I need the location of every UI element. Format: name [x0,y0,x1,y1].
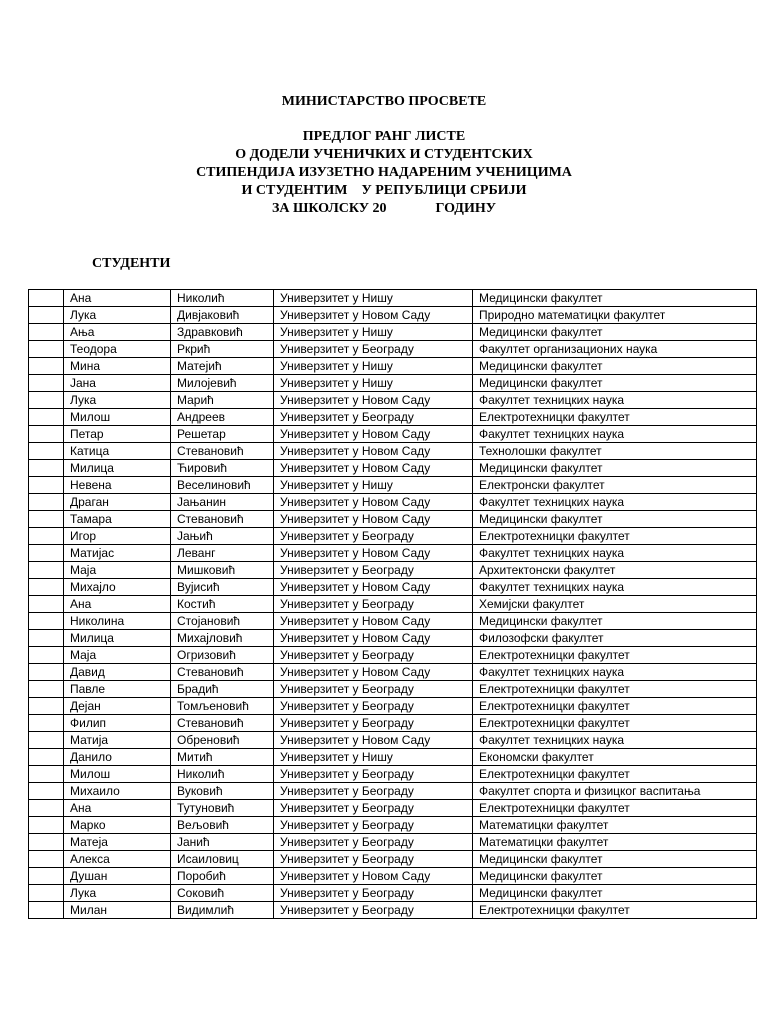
last-name-cell: Веселиновић [171,477,274,494]
last-name-cell: Милојевић [171,375,274,392]
table-row [29,545,757,562]
table-row [29,630,757,647]
last-name-cell: Ркрић [171,341,274,358]
row-number-cell [29,375,64,392]
faculty-cell: Медицински факултет [473,851,757,868]
row-number-cell [29,562,64,579]
table-row [29,885,757,902]
first-name-cell: Матија [64,732,171,749]
row-number-cell [29,528,64,545]
first-name-cell: Теодора [64,341,171,358]
faculty-cell: Електротехницки факултет [473,715,757,732]
ministry-title: МИНИСТАРСТВО ПРОСВЕТЕ [281,94,487,109]
row-number-cell [29,783,64,800]
faculty-cell: Природно математицки факултет [473,307,757,324]
first-name-cell: Марко [64,817,171,834]
university-cell: Универзитет у Новом Саду [274,732,473,749]
university-cell: Универзитет у Београду [274,341,473,358]
last-name-cell: Николић [171,766,274,783]
row-number-cell [29,409,64,426]
table-row [29,596,757,613]
faculty-cell: Медицински факултет [473,324,757,341]
first-name-cell: Матеја [64,834,171,851]
table-row [29,817,757,834]
first-name-cell: Јана [64,375,171,392]
row-number-cell [29,613,64,630]
first-name-cell: Алекса [64,851,171,868]
first-name-cell: Милица [64,630,171,647]
table-row [29,460,757,477]
row-number-cell [29,307,64,324]
table-row [29,613,757,630]
last-name-cell: Стевановић [171,443,274,460]
first-name-cell: Драган [64,494,171,511]
table-row [29,851,757,868]
faculty-cell: Електротехницки факултет [473,698,757,715]
row-number-cell [29,664,64,681]
university-cell: Универзитет у Београду [274,698,473,715]
faculty-cell: Факултет техницких наука [473,732,757,749]
section-title-students: СТУДЕНТИ [92,256,171,271]
row-number-cell [29,545,64,562]
last-name-cell: Стевановић [171,715,274,732]
university-cell: Универзитет у Новом Саду [274,511,473,528]
university-cell: Универзитет у Београду [274,783,473,800]
university-cell: Универзитет у Београду [274,800,473,817]
university-cell: Универзитет у Нишу [274,358,473,375]
row-number-cell [29,766,64,783]
faculty-cell: Медицински факултет [473,613,757,630]
title-line: ПРЕДЛОГ РАНГ ЛИСТЕ [302,129,466,144]
row-number-cell [29,902,64,919]
last-name-cell: Брадић [171,681,274,698]
faculty-cell: Електротехницки факултет [473,409,757,426]
faculty-cell: Технолошки факултет [473,443,757,460]
faculty-cell: Факултет техницких наука [473,426,757,443]
university-cell: Универзитет у Новом Саду [274,392,473,409]
first-name-cell: Милица [64,460,171,477]
university-cell: Универзитет у Нишу [274,324,473,341]
table-row [29,341,757,358]
table-row [29,868,757,885]
row-number-cell [29,460,64,477]
last-name-cell: Обреновић [171,732,274,749]
first-name-cell: Данило [64,749,171,766]
row-number-cell [29,511,64,528]
faculty-cell: Факултет техницких наука [473,579,757,596]
row-number-cell [29,290,64,307]
last-name-cell: Исаиловиц [171,851,274,868]
last-name-cell: Јањанин [171,494,274,511]
university-cell: Универзитет у Нишу [274,290,473,307]
last-name-cell: Видимлић [171,902,274,919]
first-name-cell: Маја [64,647,171,664]
last-name-cell: Здравковић [171,324,274,341]
last-name-cell: Стојановић [171,613,274,630]
title-line: ЗА ШКОЛСКУ 20 ГОДИНУ [272,201,496,216]
first-name-cell: Ана [64,800,171,817]
last-name-cell: Андреев [171,409,274,426]
university-cell: Универзитет у Београду [274,647,473,664]
university-cell: Универзитет у Београду [274,902,473,919]
faculty-cell: Медицински факултет [473,511,757,528]
row-number-cell [29,477,64,494]
first-name-cell: Ана [64,596,171,613]
faculty-cell: Архитектонски факултет [473,562,757,579]
table-row [29,426,757,443]
first-name-cell: Мина [64,358,171,375]
first-name-cell: Петар [64,426,171,443]
last-name-cell: Ћировић [171,460,274,477]
title-line: СТИПЕНДИЈА ИЗУЗЕТНО НАДАРЕНИМ УЧЕНИЦИМА [196,165,572,180]
faculty-cell: Факултет техницких наука [473,664,757,681]
title-line: И СТУДЕНТИМ У РЕПУБЛИЦИ СРБИЈИ [241,183,527,198]
first-name-cell: Милош [64,766,171,783]
table-row [29,562,757,579]
faculty-cell: Електротехницки факултет [473,800,757,817]
faculty-cell: Електротехницки факултет [473,681,757,698]
faculty-cell: Медицински факултет [473,460,757,477]
university-cell: Универзитет у Београду [274,681,473,698]
table-row [29,647,757,664]
row-number-cell [29,630,64,647]
university-cell: Универзитет у Београду [274,885,473,902]
table-row [29,902,757,919]
row-number-cell [29,358,64,375]
row-number-cell [29,868,64,885]
table-row [29,715,757,732]
row-number-cell [29,681,64,698]
table-row [29,511,757,528]
table-row [29,477,757,494]
row-number-cell [29,817,64,834]
row-number-cell [29,800,64,817]
last-name-cell: Дивјаковић [171,307,274,324]
table-row [29,681,757,698]
first-name-cell: Матијас [64,545,171,562]
first-name-cell: Ања [64,324,171,341]
first-name-cell: Лука [64,885,171,902]
university-cell: Универзитет у Новом Саду [274,613,473,630]
document-title [0,128,768,218]
faculty-cell: Математицки факултет [473,834,757,851]
last-name-cell: Јањић [171,528,274,545]
table-row [29,528,757,545]
faculty-cell: Медицински факултет [473,290,757,307]
faculty-cell: Медицински факултет [473,358,757,375]
faculty-cell: Факултет спорта и физицког васпитања [473,783,757,800]
last-name-cell: Костић [171,596,274,613]
first-name-cell: Милан [64,902,171,919]
university-cell: Универзитет у Београду [274,851,473,868]
row-number-cell [29,324,64,341]
university-cell: Универзитет у Новом Саду [274,460,473,477]
table-row [29,579,757,596]
table-row [29,409,757,426]
faculty-cell: Факултет техницких наука [473,545,757,562]
faculty-cell: Економски факултет [473,749,757,766]
first-name-cell: Катица [64,443,171,460]
university-cell: Универзитет у Новом Саду [274,545,473,562]
row-number-cell [29,579,64,596]
last-name-cell: Митић [171,749,274,766]
faculty-cell: Медицински факултет [473,375,757,392]
last-name-cell: Огризовић [171,647,274,664]
university-cell: Универзитет у Новом Саду [274,630,473,647]
row-number-cell [29,647,64,664]
table-row [29,783,757,800]
row-number-cell [29,698,64,715]
table-row [29,290,757,307]
table-row [29,358,757,375]
row-number-cell [29,851,64,868]
faculty-cell: Електронски факултет [473,477,757,494]
faculty-cell: Хемијски факултет [473,596,757,613]
first-name-cell: Лука [64,392,171,409]
table-row [29,494,757,511]
first-name-cell: Давид [64,664,171,681]
first-name-cell: Игор [64,528,171,545]
first-name-cell: Филип [64,715,171,732]
first-name-cell: Николина [64,613,171,630]
university-cell: Универзитет у Новом Саду [274,443,473,460]
university-cell: Универзитет у Београду [274,596,473,613]
faculty-cell: Електротехницки факултет [473,647,757,664]
table-row [29,800,757,817]
university-cell: Универзитет у Нишу [274,477,473,494]
row-number-cell [29,494,64,511]
last-name-cell: Михајловић [171,630,274,647]
row-number-cell [29,426,64,443]
last-name-cell: Мишковић [171,562,274,579]
first-name-cell: Михаило [64,783,171,800]
last-name-cell: Стевановић [171,664,274,681]
last-name-cell: Томљеновић [171,698,274,715]
university-cell: Универзитет у Новом Саду [274,426,473,443]
university-cell: Универзитет у Београду [274,834,473,851]
first-name-cell: Дејан [64,698,171,715]
row-number-cell [29,392,64,409]
row-number-cell [29,749,64,766]
first-name-cell: Лука [64,307,171,324]
row-number-cell [29,596,64,613]
first-name-cell: Тамара [64,511,171,528]
first-name-cell: Павле [64,681,171,698]
row-number-cell [29,885,64,902]
table-row [29,698,757,715]
university-cell: Универзитет у Новом Саду [274,494,473,511]
first-name-cell: Маја [64,562,171,579]
table-row [29,664,757,681]
faculty-cell: Електротехницки факултет [473,528,757,545]
last-name-cell: Николић [171,290,274,307]
university-cell: Универзитет у Новом Саду [274,664,473,681]
table-row [29,375,757,392]
faculty-cell: Факултет организационих наука [473,341,757,358]
last-name-cell: Марић [171,392,274,409]
table-row [29,443,757,460]
table-row [29,749,757,766]
row-number-cell [29,341,64,358]
table-row [29,307,757,324]
last-name-cell: Стевановић [171,511,274,528]
first-name-cell: Михајло [64,579,171,596]
students-table [28,289,757,919]
row-number-cell [29,834,64,851]
faculty-cell: Математицки факултет [473,817,757,834]
last-name-cell: Вељовић [171,817,274,834]
faculty-cell: Медицински факултет [473,868,757,885]
last-name-cell: Решетар [171,426,274,443]
row-number-cell [29,715,64,732]
first-name-cell: Невена [64,477,171,494]
first-name-cell: Душан [64,868,171,885]
university-cell: Универзитет у Новом Саду [274,868,473,885]
row-number-cell [29,443,64,460]
first-name-cell: Ана [64,290,171,307]
university-cell: Универзитет у Београду [274,409,473,426]
university-cell: Универзитет у Новом Саду [274,579,473,596]
faculty-cell: Факултет техницких наука [473,494,757,511]
last-name-cell: Вујисић [171,579,274,596]
table-row [29,766,757,783]
university-cell: Универзитет у Београду [274,528,473,545]
university-cell: Универзитет у Београду [274,715,473,732]
university-cell: Универзитет у Београду [274,817,473,834]
university-cell: Универзитет у Београду [274,562,473,579]
last-name-cell: Тутуновић [171,800,274,817]
university-cell: Универзитет у Нишу [274,375,473,392]
last-name-cell: Вуковић [171,783,274,800]
first-name-cell: Милош [64,409,171,426]
last-name-cell: Леванг [171,545,274,562]
faculty-cell: Електротехницки факултет [473,902,757,919]
row-number-cell [29,732,64,749]
title-line: О ДОДЕЛИ УЧЕНИЧКИХ И СТУДЕНТСКИХ [235,147,533,162]
last-name-cell: Соковић [171,885,274,902]
table-row [29,834,757,851]
faculty-cell: Филозофски факултет [473,630,757,647]
university-cell: Универзитет у Нишу [274,749,473,766]
ministry-heading [0,93,768,111]
table-row [29,324,757,341]
last-name-cell: Матејић [171,358,274,375]
last-name-cell: Јанић [171,834,274,851]
last-name-cell: Поробић [171,868,274,885]
faculty-cell: Медицински факултет [473,885,757,902]
faculty-cell: Електротехницки факултет [473,766,757,783]
university-cell: Универзитет у Новом Саду [274,307,473,324]
table-row [29,392,757,409]
university-cell: Универзитет у Београду [274,766,473,783]
table-row [29,732,757,749]
faculty-cell: Факултет техницких наука [473,392,757,409]
